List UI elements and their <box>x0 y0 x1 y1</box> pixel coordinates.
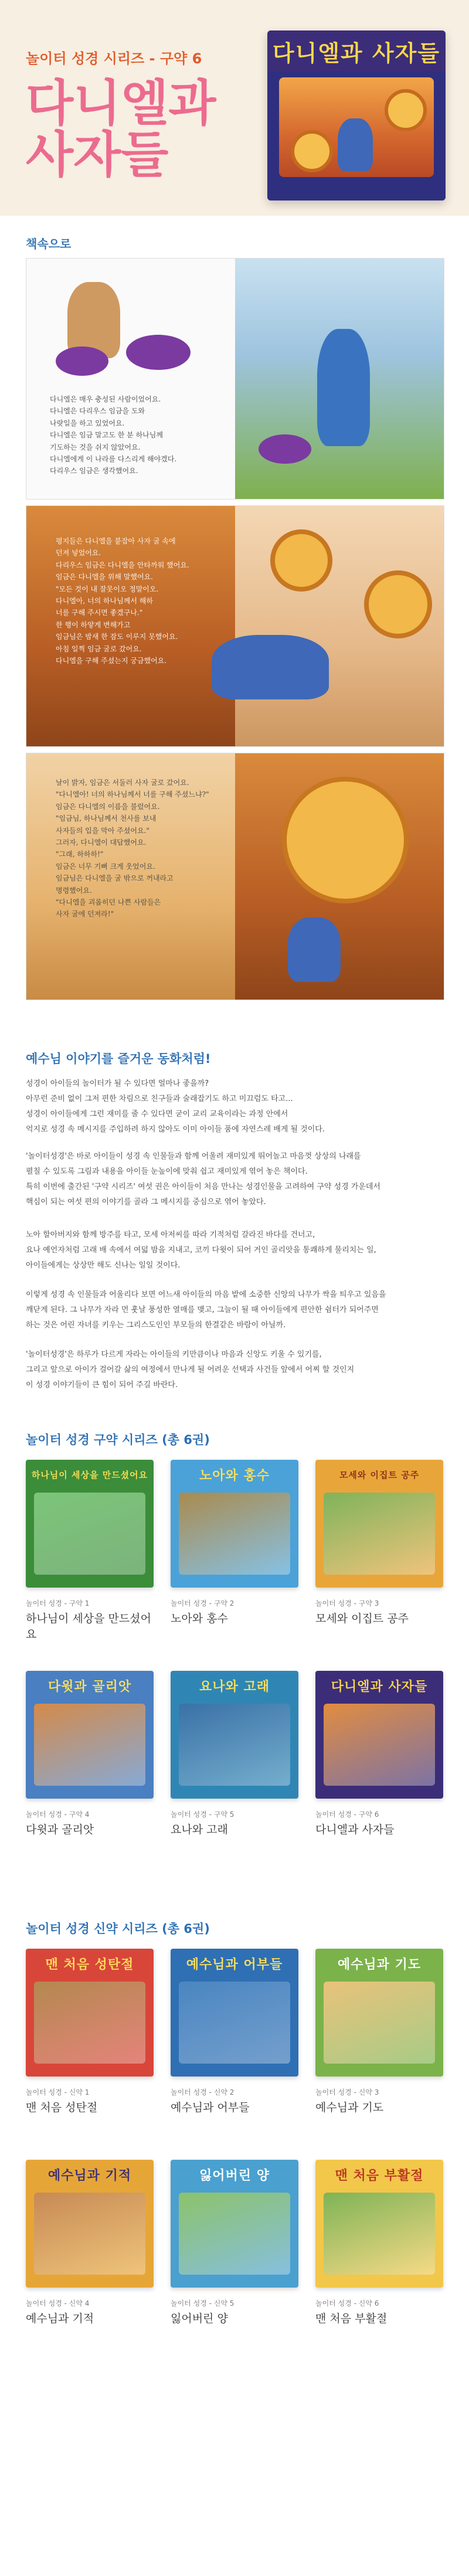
book-thumbnail-illustration <box>34 1493 145 1575</box>
spread-left-page <box>26 259 235 499</box>
book-name: 모세와 이집트 공주 <box>315 1612 409 1625</box>
book-thumbnail[interactable] <box>315 1460 443 1588</box>
book-thumbnail-title: 요나와 고래 <box>199 1679 270 1694</box>
book-card[interactable] <box>171 2160 298 2336</box>
lion-illustration <box>364 570 432 638</box>
book-thumbnail-title: 맨 처음 성탄절 <box>45 1957 134 1972</box>
book-thumbnail-title: 다니엘과 사자들 <box>331 1679 428 1694</box>
intro-paragraph-3: 노아 할아버지와 함께 방주를 타고, 모세 아저씨를 따라 기적처럼 갈라진 바다를 건너고, 요나 예언자처럼 고래 배 속에서 여덟 밤을 지내고, 코끼 다윗이 되어 거인 골리앗을 통쾌하게 물리치는 일, 아이들에게는 상상만 해도 신나는 일일 것이다. <box>26 1231 376 1270</box>
book-series-label: 놀이터 성경 - 신약 1 <box>26 2088 90 2096</box>
spread-left-page <box>26 753 235 1000</box>
book-card[interactable] <box>315 1671 443 1847</box>
book-card[interactable] <box>171 1460 298 1636</box>
lion-illustration <box>282 777 409 903</box>
intro-paragraph-4: 이렇게 성경 속 인물들과 어울리다 보면 어느새 아이들의 마음 밭에 소중한 신앙의 나무가 싹을 틔우고 있음을 깨닫게 된다. 그 나무가 자라 먼 훗날 풍성한 열매를 맺고, 그늘이 될 때 아이들에게 편안한 쉼터가 되어주면 하는 것은 어린 자녀를 키우는 그리스도인인 부모들의 한결같은 바람이 아닐까. <box>26 1290 386 1330</box>
book-title <box>26 74 216 184</box>
lion-illustration <box>291 130 333 172</box>
book-card[interactable] <box>171 1671 298 1847</box>
book-thumbnail-illustration <box>34 2193 145 2275</box>
book-thumbnail-illustration <box>34 1982 145 2064</box>
grape-basket <box>126 335 191 370</box>
cover-footer <box>267 177 446 200</box>
book-card[interactable] <box>26 2160 154 2336</box>
book-series-label: 놀이터 성경 - 구약 2 <box>171 1599 235 1608</box>
book-thumbnail-title: 잃어버린 양 <box>199 2168 270 2183</box>
book-series-label: 놀이터 성경 - 신약 6 <box>315 2299 379 2307</box>
cover-header <box>267 30 446 72</box>
lion-illustration <box>385 89 427 131</box>
book-card[interactable] <box>26 1460 154 1641</box>
book-thumbnail-illustration <box>34 1704 145 1786</box>
intro-title: 예수님 이야기를 즐거운 동화처럼! <box>26 1052 211 1066</box>
spread-text: 다니엘은 매우 충성된 사람이었어요. 다니엘은 다리우스 임금을 도와 나랏일을 하고 있었어요. 다니엘은 임금 말고도 한 분 하나님께 기도하는 것을 쉬지 않았어요. 다니엘에게 이 나라를 다스리게 해야겠다. 다리우스 임금은 생각했어요. <box>50 395 177 475</box>
book-name: 하나님이 세상을 만드셨어요 <box>26 1612 151 1641</box>
book-card[interactable] <box>315 2160 443 2336</box>
book-thumbnail[interactable] <box>315 1949 443 2077</box>
spread-right-page <box>235 753 444 1000</box>
book-thumbnail[interactable] <box>26 2160 154 2288</box>
book-thumbnail-illustration <box>179 1493 290 1575</box>
book-thumbnail-illustration <box>324 1493 435 1575</box>
book-thumbnail[interactable] <box>26 1671 154 1799</box>
book-card[interactable] <box>171 1949 298 2125</box>
book-thumbnail-illustration <box>324 1704 435 1786</box>
daniel-illustration <box>212 635 329 699</box>
cover-title: 다니엘과 사자들 <box>272 40 441 66</box>
preview-spread-3 <box>26 753 444 1000</box>
preview-spread-2 <box>26 505 444 747</box>
spread-right-page <box>235 506 444 746</box>
book-thumbnail-title: 하나님이 세상을 만드셨어요 <box>31 1469 148 1480</box>
book-name: 다윗과 골리앗 <box>26 1823 94 1836</box>
book-name: 예수님과 어부들 <box>171 2101 250 2114</box>
series-title: 놀이터 성경 시리즈 - 구약 6 <box>26 50 202 67</box>
book-series-label: 놀이터 성경 - 구약 3 <box>315 1599 379 1608</box>
preview-spread-1 <box>26 258 444 499</box>
book-name: 요나와 고래 <box>171 1823 228 1836</box>
book-card[interactable] <box>315 1460 443 1636</box>
book-cover <box>267 30 446 200</box>
book-thumbnail-illustration <box>324 1982 435 2064</box>
book-thumbnail-title: 노아와 홍수 <box>199 1468 270 1483</box>
old-series-title: 놀이터 성경 구약 시리즈 (총 6권) <box>26 1433 210 1447</box>
book-thumbnail-title: 예수님과 어부들 <box>186 1957 283 1972</box>
intro-paragraph-2: '놀이터성경'은 바로 아이들이 성경 속 인물들과 함께 어울려 재미있게 뛰어놀고 마음껏 상상의 나래를 펼칠 수 있도록 그림과 내용을 아이들 눈높이에 맞춰 쉽고 재미있게 엮어 놓은 책이다. 특히 이번에 출간된 '구약 시리즈' 여섯 권은 아이들이 처음 만나는 성경인물을 고려하여 구약 성경 가운데서 핵심이 되는 여섯 편의 이야기를 골라 그 메시지를 중심으로 엮어 놓았다. <box>26 1152 380 1207</box>
daniel-illustration <box>288 917 341 982</box>
book-series-label: 놀이터 성경 - 구약 4 <box>26 1810 90 1819</box>
book-thumbnail[interactable] <box>315 1671 443 1799</box>
book-thumbnail-illustration <box>179 1704 290 1786</box>
book-thumbnail[interactable] <box>171 1671 298 1799</box>
book-card[interactable] <box>315 1949 443 2125</box>
book-thumbnail[interactable] <box>171 1460 298 1588</box>
book-name: 노아와 홍수 <box>171 1612 228 1625</box>
spread-left-page <box>26 506 235 746</box>
book-name: 맨 처음 성탄절 <box>26 2101 98 2114</box>
book-name: 잃어버린 양 <box>171 2312 228 2325</box>
book-name: 예수님과 기도 <box>315 2101 384 2114</box>
book-thumbnail-title: 모세와 이집트 공주 <box>339 1469 420 1480</box>
spread-text: 날이 밝자, 임금은 서둘러 사자 굴로 갔어요. "다니엘아! 너의 하나님께서 너를 구해 주셨느냐?" 임금은 다니엘의 이름을 불렀어요. "임금님, 하나님께서 천사를 보내 사자들의 입을 막아 주셨어요." 그러자, 다니엘이 대답했어요. "그래, 하하하!" 임금은 너무 기뻐 크게 웃었어요. 임금님은 다니엘을 굴 밖으로 꺼내라고 명령했어요. "다니엘을 괴롭히던 나쁜 사람들은 사자 굴에 던져라!" <box>56 779 209 919</box>
spread-right-page <box>235 259 444 499</box>
book-thumbnail-title: 다윗과 골리앗 <box>47 1679 132 1694</box>
book-series-label: 놀이터 성경 - 구약 6 <box>315 1810 379 1819</box>
book-title-line2: 사자들 <box>26 126 169 184</box>
book-thumbnail-illustration <box>179 1982 290 2064</box>
book-thumbnail[interactable] <box>26 1949 154 2077</box>
book-series-label: 놀이터 성경 - 구약 1 <box>26 1599 90 1608</box>
book-thumbnail-title: 예수님과 기적 <box>47 2168 132 2183</box>
grape-basket <box>56 346 108 376</box>
preview-label: 책속으로 <box>26 237 72 251</box>
book-series-label: 놀이터 성경 - 신약 3 <box>315 2088 379 2096</box>
book-series-label: 놀이터 성경 - 구약 5 <box>171 1810 235 1819</box>
book-series-label: 놀이터 성경 - 신약 4 <box>26 2299 90 2307</box>
intro-paragraph-1: 성경이 아이들의 놀이터가 될 수 있다면 얼마나 좋을까? 아무런 준비 없이 그저 편한 차림으로 친구들과 술래잡기도 하고 미끄럼도 타고... 성경이 아이들에게 그런 재미를 줄 수 있다면 굳이 교리 교육이라는 과정 안에서 억지로 성경 속 메시지를 주입하려 하지 않아도 이미 아이들 품에 자연스레 배게 될 것이다. <box>26 1079 325 1134</box>
book-title-line1: 다니엘과 <box>26 74 216 132</box>
book-card[interactable] <box>26 1949 154 2125</box>
lion-illustration <box>270 529 332 592</box>
book-thumbnail[interactable] <box>26 1460 154 1588</box>
hero-section <box>0 0 469 216</box>
book-name: 맨 처음 부활절 <box>315 2312 388 2325</box>
book-name: 다니엘과 사자들 <box>315 1823 395 1836</box>
book-series-label: 놀이터 성경 - 신약 5 <box>171 2299 235 2307</box>
book-thumbnail-illustration <box>179 2193 290 2275</box>
grape-basket <box>259 434 311 464</box>
king-illustration <box>317 329 370 446</box>
new-series-title: 놀이터 성경 신약 시리즈 (총 6권) <box>26 1922 210 1936</box>
book-name: 예수님과 기적 <box>26 2312 94 2325</box>
daniel-illustration <box>338 118 373 171</box>
book-thumbnail[interactable] <box>315 2160 443 2288</box>
intro-paragraph-5: '놀이터성경'은 하루가 다르게 자라는 아이들의 키만큼이나 마음과 신앙도 키울 수 있기를, 그리고 앞으로 아이가 걸어갈 삶의 여정에서 만나게 될 어려운 선택과 사건들 앞에서 어찌 할 것인지 이 성경 이야기들이 큰 힘이 되어 주길 바란다. <box>26 1350 355 1389</box>
book-thumbnail[interactable] <box>171 2160 298 2288</box>
book-series-label: 놀이터 성경 - 신약 2 <box>171 2088 235 2096</box>
cover-illustration <box>279 77 434 177</box>
spread-text: 평지들은 다니엘을 붙잡아 사자 굴 속에 던져 넣었어요. 다리우스 임금은 다니엘을 안타까워 했어요. 임금은 다니엘을 위해 말했어요. "모든 것이 내 잘못이오 정말이오. 다니엘아, 너의 하나님께서 해하 너를 구해 주시면 좋겠구나." 한 행이 하얗게 변해가고 임금님은 밤새 한 잠도 이루지 못했어요. 아침 일찍 임금 굴로 갔어요. 다니엘을 구해 주셨는지 궁금했어요. <box>56 537 189 665</box>
book-thumbnail-title: 예수님과 기도 <box>337 1957 422 1972</box>
book-thumbnail[interactable] <box>171 1949 298 2077</box>
book-card[interactable] <box>26 1671 154 1847</box>
book-thumbnail-illustration <box>324 2193 435 2275</box>
book-thumbnail-title: 맨 처음 부활절 <box>335 2168 424 2183</box>
